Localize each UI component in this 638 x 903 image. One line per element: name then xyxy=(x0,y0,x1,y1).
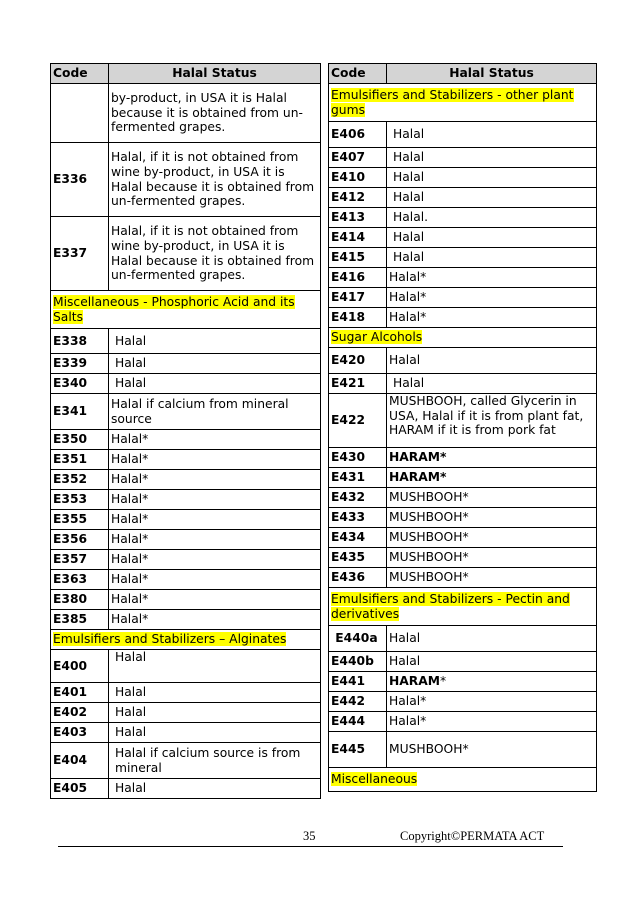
e-code-cell: E420 xyxy=(329,348,387,374)
halal-status-cell: Halal* xyxy=(109,530,321,550)
halal-status-cell: Halal xyxy=(387,374,597,394)
e-code-cell: E406 xyxy=(329,122,387,148)
halal-status-cell: Halal* xyxy=(109,570,321,590)
halal-status-cell: MUSHBOOH* xyxy=(387,568,597,588)
halal-status-cell: by-product, in USA it is Halal because it is obtained from un-fermented grapes. xyxy=(109,84,321,143)
e-code-cell: E422 xyxy=(329,394,387,448)
halal-status-cell: Halal xyxy=(387,626,597,652)
e-code-cell: E363 xyxy=(51,570,109,590)
table-row xyxy=(329,148,597,168)
e-code-cell: E431 xyxy=(329,468,387,488)
e-code-cell: E380 xyxy=(51,590,109,610)
halal-status-cell: Halal* xyxy=(109,470,321,490)
table-row xyxy=(51,430,321,450)
e-code-cell: E410 xyxy=(329,168,387,188)
table-row xyxy=(51,703,321,723)
table-row xyxy=(329,168,597,188)
halal-status-cell: Halal xyxy=(387,348,597,374)
table-row xyxy=(329,288,597,308)
table-row xyxy=(51,490,321,510)
halal-status-cell: Halal xyxy=(109,723,321,743)
table-row xyxy=(51,610,321,630)
e-code-cell: E430 xyxy=(329,448,387,468)
header-code: Code xyxy=(51,64,109,84)
table-row xyxy=(329,652,597,672)
table-row xyxy=(51,329,321,354)
e-code-cell: E412 xyxy=(329,188,387,208)
e-code-cell: E413 xyxy=(329,208,387,228)
section-row xyxy=(329,588,597,626)
status-suffix: * xyxy=(440,674,447,689)
e-code-cell: E442 xyxy=(329,692,387,712)
halal-status-cell: MUSHBOOH* xyxy=(387,488,597,508)
halal-status-cell: Halal xyxy=(109,354,321,374)
halal-status-cell: HARAM* xyxy=(387,468,597,488)
halal-status-cell: Halal* xyxy=(109,590,321,610)
e-code-cell: E351 xyxy=(51,450,109,470)
halal-status-cell: MUSHBOOH, called Glycerin in USA, Halal if it is from plant fat, HARAM if it is from pork fat xyxy=(387,394,597,448)
e-code-cell: E385 xyxy=(51,610,109,630)
e-code-cell: E417 xyxy=(329,288,387,308)
halal-status-cell: Halal* xyxy=(109,430,321,450)
e-code-cell: E403 xyxy=(51,723,109,743)
e-code-cell: E432 xyxy=(329,488,387,508)
e-code-cell: E405 xyxy=(51,779,109,799)
halal-status-cell: MUSHBOOH* xyxy=(387,548,597,568)
e-code-cell: E440b xyxy=(329,652,387,672)
header-halal-status: Halal Status xyxy=(109,64,321,84)
e-code-cell: E434 xyxy=(329,528,387,548)
halal-status-cell: Halal if calcium from mineral source xyxy=(109,394,321,430)
footer-rule xyxy=(58,846,563,847)
right-e-number-table xyxy=(328,63,597,792)
table-row xyxy=(329,248,597,268)
section-row xyxy=(329,84,597,122)
e-code-cell: E357 xyxy=(51,550,109,570)
section-cell xyxy=(329,768,597,792)
halal-status-cell: HARAM* xyxy=(387,448,597,468)
e-code-cell: E418 xyxy=(329,308,387,328)
table-row xyxy=(51,217,321,291)
halal-status-cell: Halal* xyxy=(387,288,597,308)
e-code-cell: E440a xyxy=(329,626,387,652)
e-code-cell: E435 xyxy=(329,548,387,568)
halal-status-cell: Halal xyxy=(387,248,597,268)
e-code-cell: E414 xyxy=(329,228,387,248)
table-row xyxy=(51,743,321,779)
halal-status-cell: Halal if calcium source is from mineral xyxy=(109,743,321,779)
e-code-cell: E433 xyxy=(329,508,387,528)
halal-status-cell: Halal* xyxy=(109,450,321,470)
e-code-cell: E339 xyxy=(51,354,109,374)
left-e-number-table xyxy=(50,63,321,799)
halal-status-cell xyxy=(387,672,597,692)
halal-status-cell: Halal, if it is not obtained from wine by-product, in USA it is Halal because it is obtained from un-fermented grapes. xyxy=(109,217,321,291)
table-row xyxy=(329,374,597,394)
section-cell xyxy=(329,588,597,626)
halal-status-cell: Halal* xyxy=(109,550,321,570)
e-code-cell: E340 xyxy=(51,374,109,394)
halal-status-cell: Halal* xyxy=(387,692,597,712)
table-row xyxy=(329,348,597,374)
halal-status-cell: MUSHBOOH* xyxy=(387,508,597,528)
table-row xyxy=(51,590,321,610)
table-row xyxy=(329,308,597,328)
e-code-cell: E404 xyxy=(51,743,109,779)
e-code-cell: E352 xyxy=(51,470,109,490)
section-row xyxy=(51,630,321,650)
table-row xyxy=(329,692,597,712)
halal-status-cell: Halal* xyxy=(387,268,597,288)
halal-status-cell: Halal xyxy=(109,329,321,354)
halal-status-cell: Halal* xyxy=(387,308,597,328)
table-row xyxy=(51,84,321,143)
halal-status-cell: Halal. xyxy=(387,208,597,228)
table-row xyxy=(51,374,321,394)
halal-status-cell: MUSHBOOH* xyxy=(387,528,597,548)
halal-status-cell: MUSHBOOH* xyxy=(387,732,597,768)
section-cell xyxy=(329,84,597,122)
halal-status-cell: Halal xyxy=(109,650,321,683)
section-title: Miscellaneous xyxy=(331,772,418,787)
table-row xyxy=(329,208,597,228)
halal-status-cell: Halal xyxy=(109,683,321,703)
table-row xyxy=(329,508,597,528)
table-header-row xyxy=(329,64,597,84)
table-row xyxy=(51,650,321,683)
copyright-notice: Copyright©PERMATA ACT xyxy=(400,829,545,843)
e-code-cell: E416 xyxy=(329,268,387,288)
section-title: Emulsifiers and Stabilizers - other plant gums xyxy=(331,87,574,117)
e-code-cell: E337 xyxy=(51,217,109,291)
e-code-cell: E444 xyxy=(329,712,387,732)
table-row xyxy=(51,779,321,799)
e-code-cell: E338 xyxy=(51,329,109,354)
halal-status-cell: Halal xyxy=(109,779,321,799)
section-title: Emulsifiers and Stabilizers - Pectin and derivatives xyxy=(331,591,570,621)
table-row xyxy=(329,394,597,448)
section-row xyxy=(51,291,321,329)
table-header-row xyxy=(51,64,321,84)
table-row xyxy=(51,450,321,470)
table-row xyxy=(329,672,597,692)
halal-status-cell: Halal* xyxy=(387,712,597,732)
halal-status-cell: Halal xyxy=(387,228,597,248)
e-code-cell: E407 xyxy=(329,148,387,168)
halal-status-cell: Halal* xyxy=(109,510,321,530)
halal-status-cell: Halal* xyxy=(109,490,321,510)
e-code-cell: E441 xyxy=(329,672,387,692)
table-row xyxy=(51,723,321,743)
table-row xyxy=(329,548,597,568)
section-row xyxy=(329,768,597,792)
header-halal-status: Halal Status xyxy=(387,64,597,84)
table-row xyxy=(329,448,597,468)
section-cell xyxy=(51,291,321,329)
table-row xyxy=(329,228,597,248)
halal-status-cell: Halal xyxy=(109,703,321,723)
header-code: Code xyxy=(329,64,387,84)
section-cell xyxy=(329,328,597,348)
table-row xyxy=(329,712,597,732)
table-row xyxy=(51,143,321,217)
table-row xyxy=(329,568,597,588)
table-row xyxy=(51,354,321,374)
e-code-cell: E341 xyxy=(51,394,109,430)
table-row xyxy=(329,188,597,208)
e-code-cell xyxy=(51,84,109,143)
section-cell xyxy=(51,630,321,650)
e-code-cell: E421 xyxy=(329,374,387,394)
halal-status-cell: Halal xyxy=(387,148,597,168)
e-code-cell: E445 xyxy=(329,732,387,768)
e-code-cell: E336 xyxy=(51,143,109,217)
table-row xyxy=(329,732,597,768)
e-code-cell: E402 xyxy=(51,703,109,723)
table-row xyxy=(51,510,321,530)
e-code-cell: E350 xyxy=(51,430,109,450)
section-title: Sugar Alcohols xyxy=(331,330,423,345)
table-row xyxy=(329,528,597,548)
e-code-cell: E355 xyxy=(51,510,109,530)
table-row xyxy=(51,470,321,490)
table-row xyxy=(51,683,321,703)
table-row xyxy=(51,550,321,570)
table-row xyxy=(51,530,321,550)
section-title: Emulsifiers and Stabilizers – Alginates xyxy=(53,632,287,647)
table-row xyxy=(329,488,597,508)
table-row xyxy=(51,570,321,590)
halal-status-cell: Halal xyxy=(387,168,597,188)
e-code-cell: E356 xyxy=(51,530,109,550)
e-code-cell: E401 xyxy=(51,683,109,703)
table-row xyxy=(329,468,597,488)
e-code-cell: E400 xyxy=(51,650,109,683)
halal-status-cell: Halal xyxy=(387,188,597,208)
section-title: Miscellaneous - Phosphoric Acid and its Salts xyxy=(53,294,295,324)
halal-status-cell: Halal xyxy=(387,122,597,148)
e-code-cell: E415 xyxy=(329,248,387,268)
halal-status-cell: Halal, if it is not obtained from wine by-product, in USA it is Halal because it is obtained from un-fermented grapes. xyxy=(109,143,321,217)
status-bold-part: HARAM xyxy=(389,674,441,689)
section-row xyxy=(329,328,597,348)
halal-status-cell: Halal xyxy=(387,652,597,672)
table-row xyxy=(329,626,597,652)
table-row xyxy=(329,122,597,148)
page-number: 35 xyxy=(303,829,316,843)
e-code-cell: E353 xyxy=(51,490,109,510)
table-row xyxy=(329,268,597,288)
e-code-cell: E436 xyxy=(329,568,387,588)
table-row xyxy=(51,394,321,430)
halal-status-cell: Halal xyxy=(109,374,321,394)
halal-status-cell: Halal* xyxy=(109,610,321,630)
